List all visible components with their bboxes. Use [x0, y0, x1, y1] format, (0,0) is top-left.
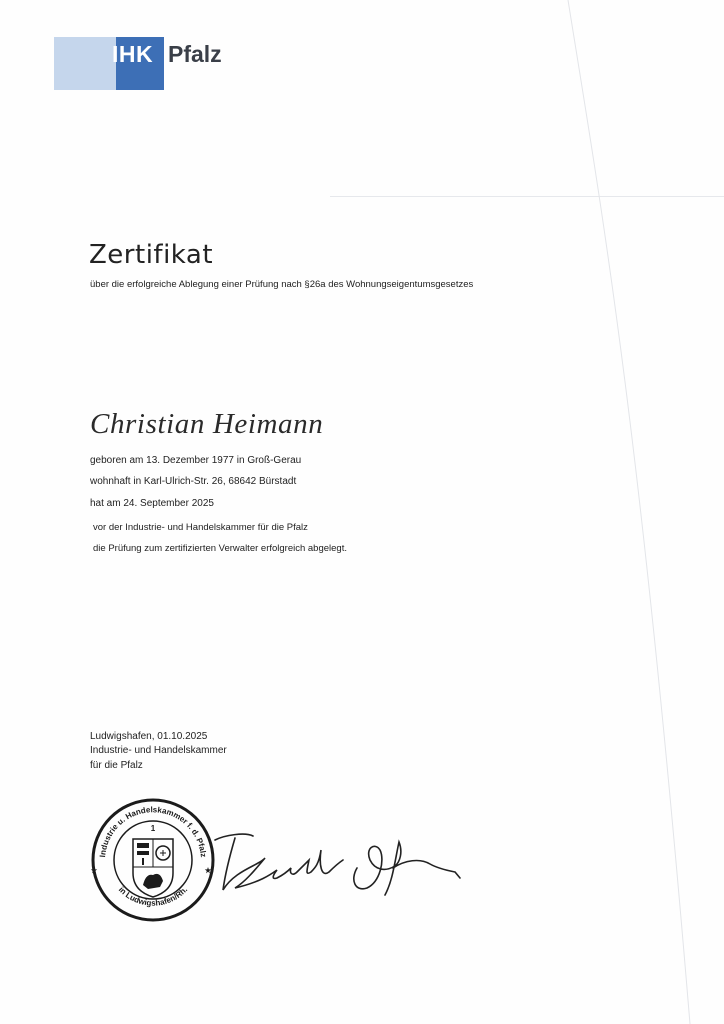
svg-text:in Ludwigshafen/Rh.: in Ludwigshafen/Rh. [116, 885, 190, 908]
ihk-pfalz-logo [54, 37, 222, 90]
chamber-line: vor der Industrie- und Handelskammer für die Pfalz [93, 522, 308, 533]
address-line: wohnhaft in Karl-Ulrich-Str. 26, 68642 Bürstadt [90, 476, 297, 487]
place-date: Ludwigshafen, 01.10.2025 [90, 731, 208, 742]
svg-text:1: 1 [150, 824, 156, 833]
official-seal-stamp [88, 795, 218, 925]
issuer-org-line1: Industrie- und Handelskammer [90, 745, 227, 756]
paper-fold-line [330, 196, 724, 197]
issuer-org-line2: für die Pfalz [90, 760, 143, 771]
document-subtitle: über die erfolgreiche Ablegung einer Prüfung nach §26a des Wohnungseigentumsgesetzes [90, 279, 474, 290]
handwritten-signature [205, 820, 475, 900]
birth-line: geboren am 13. Dezember 1977 in Groß-Gerau [90, 455, 302, 466]
exam-date-line: hat am 24. September 2025 [90, 498, 214, 509]
logo-ihk-text: IHK [112, 41, 154, 67]
exam-result-line: die Prüfung zum zertifizierten Verwalter erfolgreich abgelegt. [93, 543, 347, 554]
svg-text:Industrie u. Handelskammer f.: Industrie u. Handelskammer f. d. Pfalz [98, 805, 208, 858]
recipient-name: Christian Heimann [90, 408, 324, 440]
document-title: Zertifikat [89, 240, 214, 270]
logo-pfalz-text: Pfalz [168, 41, 222, 67]
logo-light-block [54, 37, 116, 90]
